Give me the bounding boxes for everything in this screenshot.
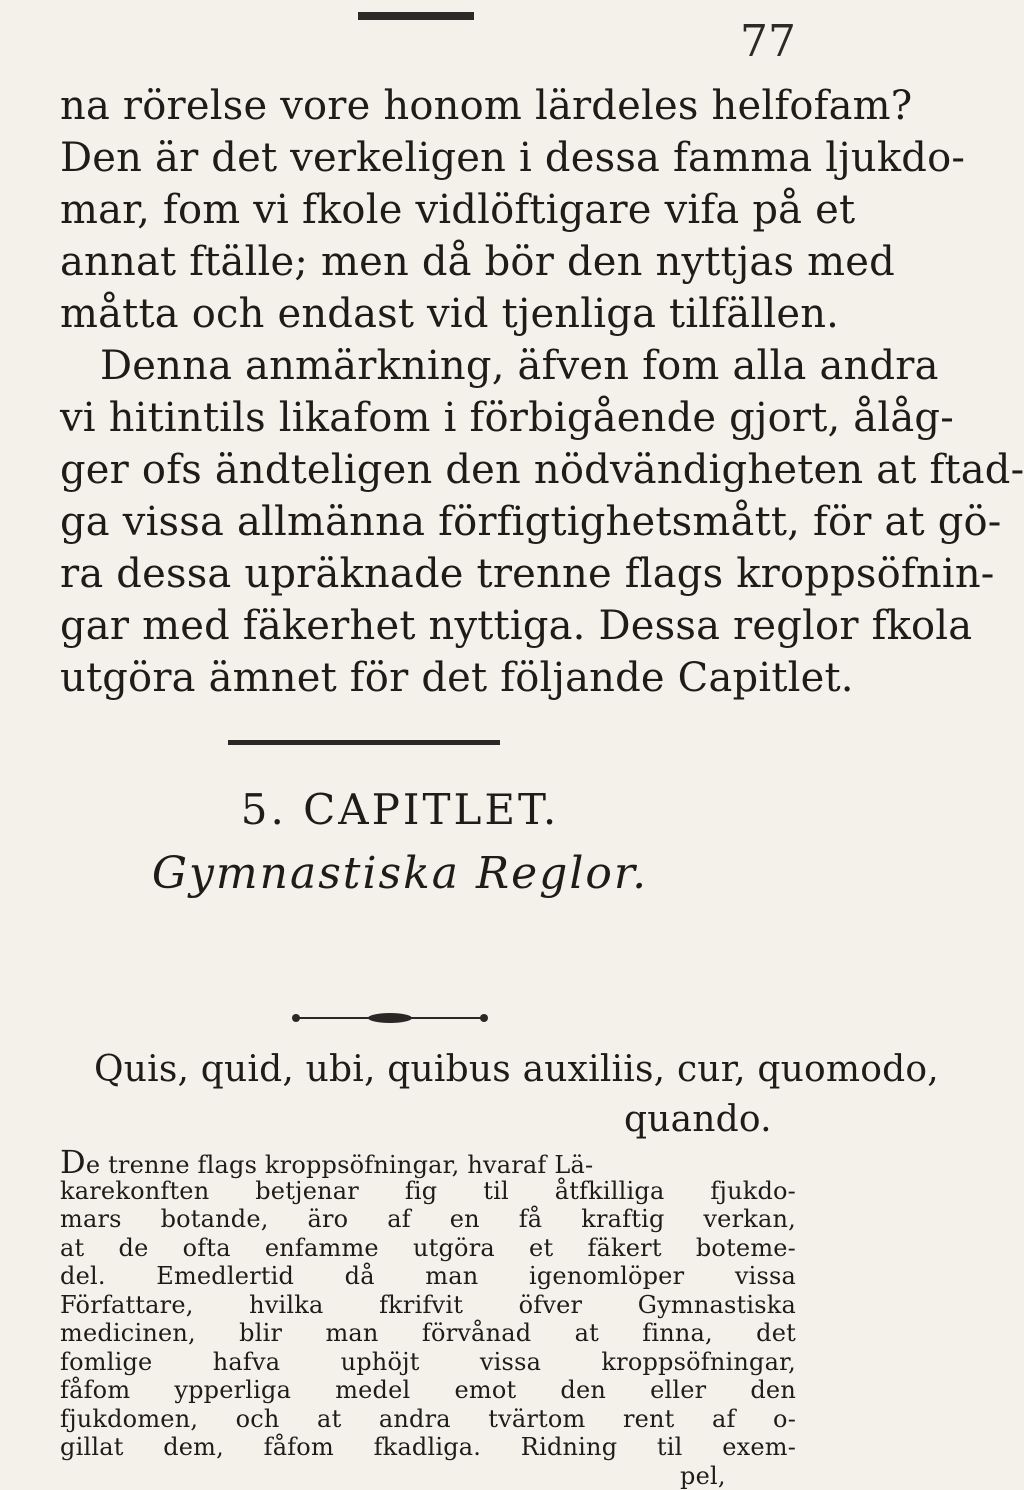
text-line: del. Emedlertid då man igenomlöper vissa (60, 1262, 796, 1291)
page-number: 77 (740, 16, 796, 67)
text-line: annat ftälle; men då bör den nyttjas med (60, 236, 796, 288)
text-line: mar, fom vi fkole vidlöftigare vifa på et (60, 184, 796, 236)
text-line: fjukdomen, och at andra tvärtom rent af o- (60, 1405, 796, 1434)
text-line: at de ofta enfamme utgöra et fäkert boteme- (60, 1234, 796, 1263)
text-line: ra dessa upräknade trenne flags kroppsöfnin- (60, 548, 796, 600)
text-line: Den är det verkeligen i dessa famma ljukdo- (60, 132, 796, 184)
text-line: karekonften betjenar fig til åtfkilliga fjukdo- (60, 1177, 796, 1206)
text-line: gillat dem, fåfom fkadliga. Ridning til exem- (60, 1433, 796, 1462)
text-line: utgöra ämnet för det följande Capitlet. (60, 652, 796, 704)
text-line: fåfom ypperliga medel emot den eller den (60, 1376, 796, 1405)
text-line: na rörelse vore honom lärdeles helfofam? (60, 80, 796, 132)
text-line: ga vissa allmänna förfigtighetsmått, för at gö- (60, 496, 796, 548)
ornament (290, 1012, 490, 1024)
text-line: ger ofs ändteligen den nödvändigheten at ftad- (60, 444, 796, 496)
text-line: Författare, hvilka fkrifvit öfver Gymnastiska (60, 1291, 796, 1320)
text-line: medicinen, blir man förvånad at finna, det (60, 1319, 796, 1348)
text-line: måtta och endast vid tjenliga tilfällen. (60, 288, 796, 340)
text-line: mars botande, äro af en få kraftig verkan, (60, 1205, 796, 1234)
text-line: gar med fäkerhet nyttiga. Dessa reglor fkola (60, 600, 796, 652)
chapter-number: 5. CAPITLET. (0, 785, 800, 834)
text-line: Denna anmärkning, äfven fom alla andra (100, 340, 796, 392)
text-line: vi hitintils likafom i förbigående gjort, ålåg- (60, 392, 796, 444)
epigraph-line: Quis, quid, ubi, quibus auxiliis, cur, quomodo, (94, 1044, 794, 1096)
text-span: e trenne flags kroppsöfningar, hvaraf Lä- (86, 1151, 593, 1179)
drop-cap: D (60, 1143, 86, 1181)
catchword: pel, (680, 1462, 790, 1490)
epigraph-line: quando. (624, 1094, 784, 1146)
section-divider (228, 740, 500, 745)
chapter-title: Gymnastiska Reglor. (0, 848, 800, 899)
text-line (60, 1148, 796, 1180)
header-rule (358, 12, 474, 20)
text-line: fomlige hafva uphöjt vissa kroppsöfningar, (60, 1348, 796, 1377)
